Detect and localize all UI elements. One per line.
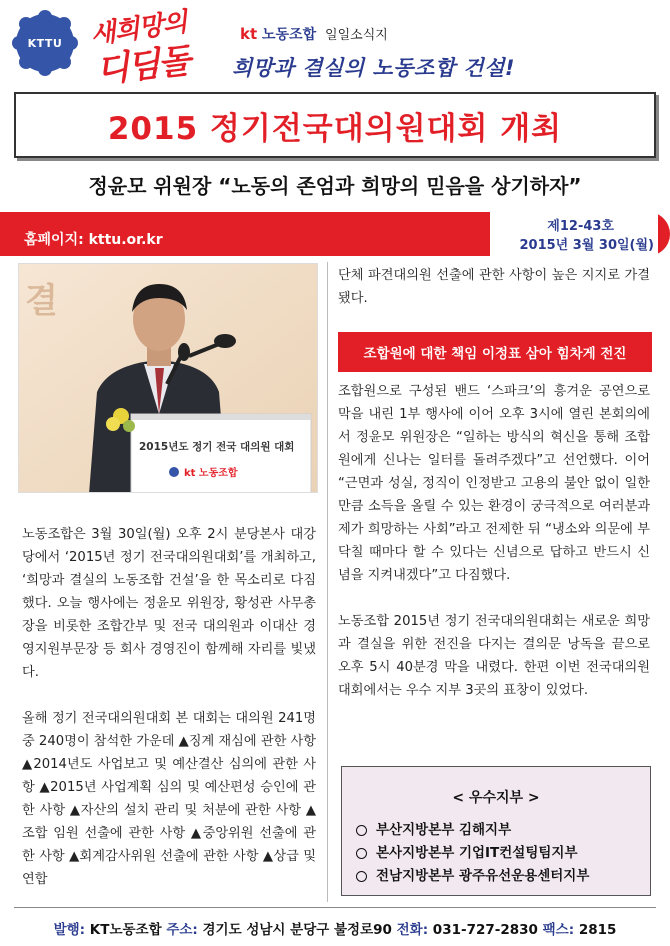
footer: [0, 918, 670, 938]
circle-bullet-icon: [356, 871, 367, 882]
paragraph: 조합원으로 구성된 밴드 ‘스파크’의 흥겨운 공연으로 막을 내린 1부 행사에 이어 오후 3시에 열린 본회의에서 정윤모 위원장은 “일하는 방식의 혁신을 통해 조합원에게 신나는 일터를 돌려주겠다”고 선언했다. 이어 “근면과 성실, 정직이 인정받고 고용의 불안 없이 일한 만큼 소득을 올릴 수 있는 환경이 궁극적으로 여러분과 제가 희망하는 사회”라고 전제한 뒤 “냉소와 의문에 부닥칠 때마다 할 수 있다는 신념으로 답하고 반드시 신념을 지켜내겠다”고 다짐했다.: [338, 384, 650, 583]
subheadline: 정윤모 위원장 “노동의 존엄과 희망의 믿음을 상기하자”: [88, 174, 582, 198]
award-item: 전남지방본부 광주유선운용센터지부: [356, 865, 650, 888]
award-item: 부산지방본부 김해지부: [356, 819, 650, 842]
section-heading: 조합원에 대한 책임 이정표 삼아 힘차게 전진: [338, 332, 652, 372]
awards-box: [341, 766, 651, 896]
slogan-line-1: 새희망의: [88, 7, 189, 51]
event-photo: [18, 263, 318, 493]
publisher-label: 발행:: [53, 922, 86, 938]
fax-label: 팩스:: [542, 922, 575, 938]
paragraph: 올해 정기 전국대의원대회 본 대회는 대의원 241명 중 240명이 참석한 가운데 ▲징계 재심에 관한 사항 ▲2014년도 사업보고 및 예산결산 심의에 관한 사항 ▲2015년 사업계획 심의 및 예산편성 승인에 관한 사항 ▲자산의 설치 관리 및 처분에 관한 사항 ▲조합 임원 선출에 관한 사항 ▲중앙위원 선출에 관한 사항 ▲회계감사위원 선출에 관한 사항 ▲상급 및 연합: [22, 711, 316, 887]
paragraph: 단체 파견대의원 선출에 관한 사항이 높은 지지로 가결됐다.: [338, 268, 650, 306]
phone-label: 전화:: [396, 922, 429, 938]
fax: 2815: [578, 922, 617, 938]
kttu-logo: [16, 14, 74, 72]
publication-name: [240, 24, 388, 44]
info-band: [0, 212, 670, 256]
phone: 031-727-2830: [432, 922, 538, 938]
paragraph: 노동조합은 3월 30일(월) 오후 2시 분당본사 대강당에서 ‘2015년 정기 전국대의원대회’를 개최하고, ‘희망과 결실의 노동조합 건설’을 한 목소리로 다짐했다. 오늘 행사에는 정윤모 위원장, 황성관 사무총장을 비롯한 조합간부 및 전국 대의원과 이대산 경영지원부문장 등 회사 경영진이 함께해 자리를 빛냈다.: [22, 527, 316, 680]
motto: 희망과 결실의 노동조합 건설!: [232, 56, 515, 80]
headline-box: [14, 92, 656, 158]
publisher: KT노동조합: [89, 922, 162, 938]
address-label: 주소:: [166, 922, 198, 938]
circle-bullet-icon: [356, 848, 367, 859]
logo-text: KTTU: [27, 36, 63, 50]
banner-text: 2015년도 정기 전국 대의원 대회: [139, 441, 295, 453]
slogan-line-2: 디딤돌: [94, 41, 191, 91]
issue-date: 2015년 3월 30일(월): [519, 238, 654, 253]
footer-divider: [14, 907, 656, 908]
issue-number: 제12-43호: [547, 219, 614, 234]
paragraph: 노동조합 2015년 정기 전국대의원대회는 새로운 희망과 결실을 위한 전진을 다지는 결의문 낭독을 끝으로 오후 5시 40분경 막을 내렸다. 한편 이번 전국대의원대회에서는 우수 지부 3곳의 표창이 있었다.: [338, 614, 650, 698]
award-item: 본사지방본부 기업IT컨설팅팀지부: [356, 842, 650, 865]
right-column-top: [338, 264, 650, 310]
address: 경기도 성남시 분당구 불정로90: [202, 922, 392, 938]
column-divider: [327, 262, 328, 902]
circle-bullet-icon: [356, 825, 367, 836]
homepage-link[interactable]: 홈페이지: kttu.or.kr: [24, 232, 163, 248]
bg-char: 결: [25, 281, 58, 321]
right-column: [338, 380, 650, 725]
slogan-art: [82, 7, 222, 91]
newsletter-type: 일일소식지: [325, 28, 388, 43]
awards-heading: < 우수지부 >: [452, 790, 540, 806]
headline: 2015 정기전국대의원대회 개최: [107, 110, 563, 147]
left-column: [22, 523, 316, 914]
kt-mark: kt: [240, 25, 258, 43]
podium-logo: kt 노동조합: [184, 468, 238, 479]
union-name: 노동조합: [262, 27, 317, 43]
